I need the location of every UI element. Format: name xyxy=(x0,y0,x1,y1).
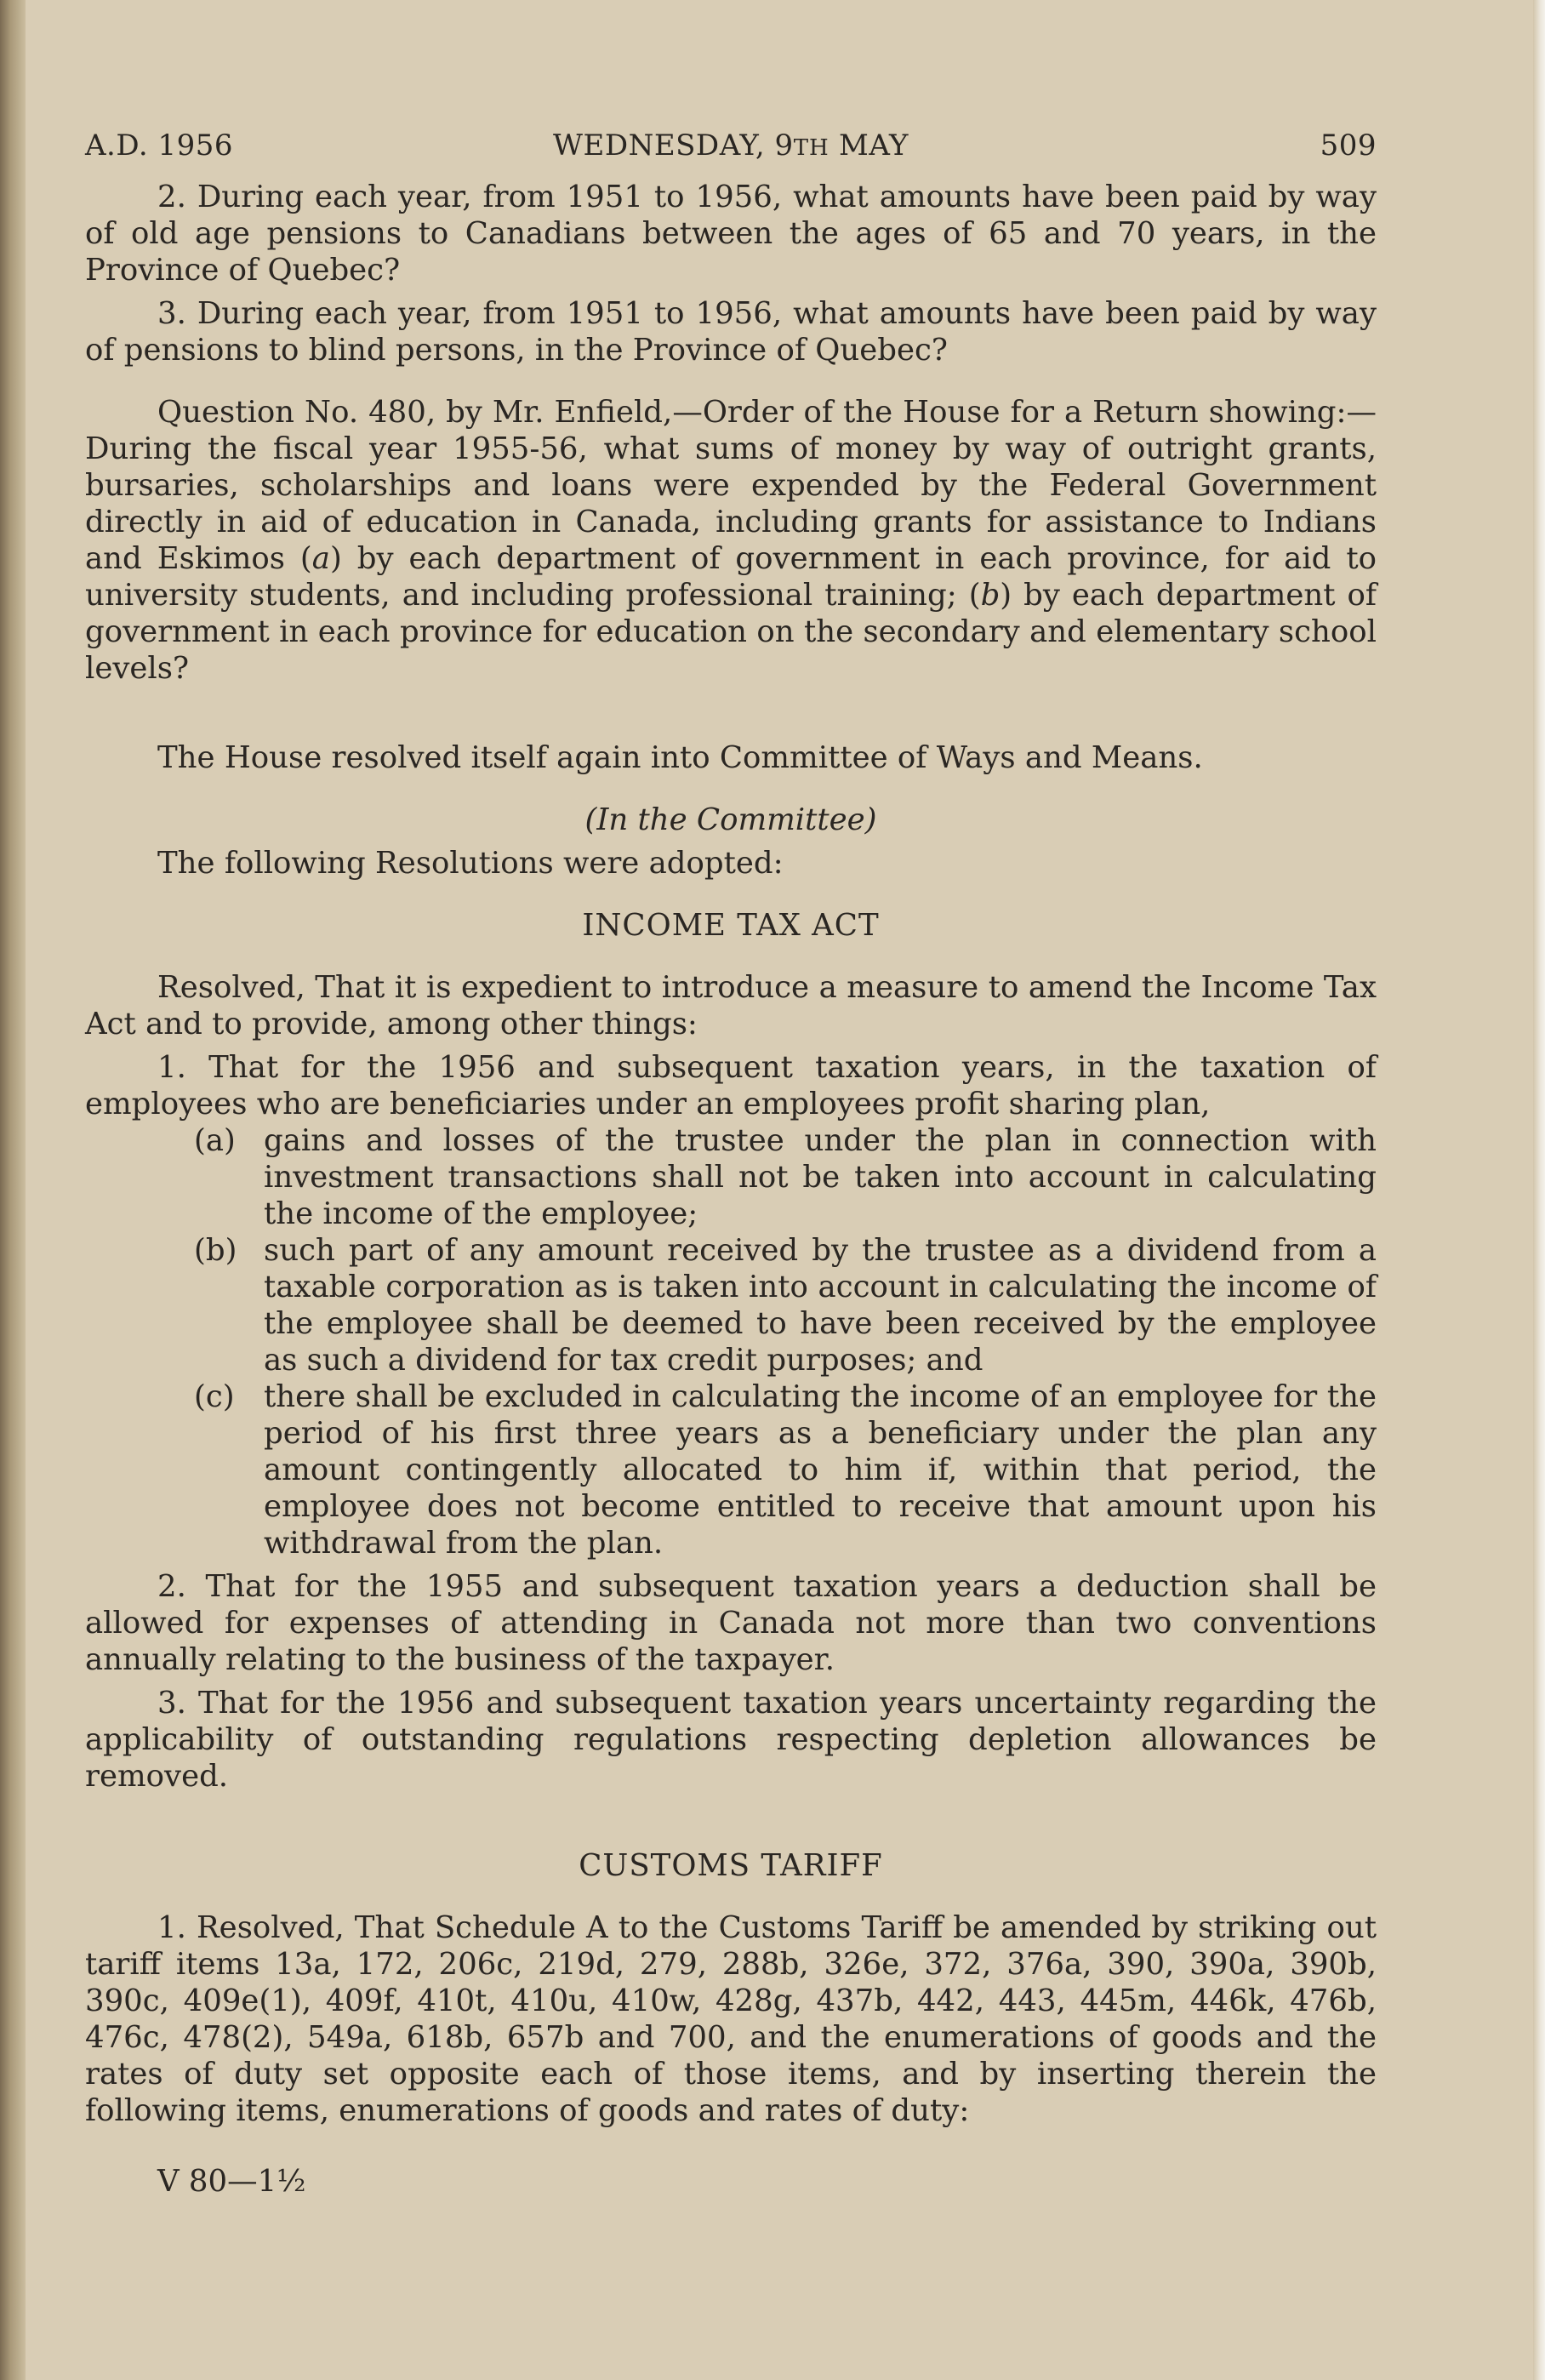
income-tax-heading: INCOME TAX ACT xyxy=(582,908,880,943)
page-edge xyxy=(1533,0,1545,2380)
page-number: 509 xyxy=(1320,128,1377,163)
customs-tariff-item-1: 1. Resolved, That Schedule A to the Customs Tariff be amended by striking out tariff items 13a, 172, 206c, 219d, 279, 288b, 326e, 372, 376a, 390, 390a, 390b, 390c, 409e(1), 409f, 410t, 410u, 410w, 428g, 437b, 442, 443, 445m, 446k, 476b, 476c, 478(2), 549a, 618b, 657b and 700, and the enumerations of goods and the rates of duty set opposite each of those items, and by inserting therein the following items, enumerations of goods and rates of duty: xyxy=(85,1910,1377,2128)
header-date: WEDNESDAY, 9TH MAY xyxy=(553,128,909,163)
income-tax-sub-a: (a) gains and losses of the trustee under the plan in connection with investment transactions shall not be taken into account in calculating the income of the employee; xyxy=(194,1123,1377,1231)
resolutions-adopted: The following Resolutions were adopted: xyxy=(157,846,784,881)
question-480: Question No. 480, by Mr. Enfield,—Order of the House for a Return showing:—During the fiscal year 1955-56, what sums of money by way of outright grants, bursaries, scholarships and loans were expended by the Federal Government directly in aid of education in Canada, including grants for assistance to Indians and Eskimos (a) by each department of government in each province, for aid to university students, and including professional training; (b) by each department of government in each province for education on the secondary and elementary school levels? xyxy=(85,395,1377,686)
question-3: 3. During each year, from 1951 to 1956, what amounts have been paid by way of pensions to blind persons, in the Province of Quebec? xyxy=(85,296,1377,368)
question-2: 2. During each year, from 1951 to 1956, what amounts have been paid by way of old age pensions to Canadians between the ages of 65 and 70 years, in the Province of Quebec? xyxy=(85,180,1377,288)
running-head xyxy=(85,128,1377,179)
income-tax-item-3: 3. That for the 1956 and subsequent taxation years uncertainty regarding the applicability of outstanding regulations respecting depletion allowances be removed. xyxy=(85,1686,1377,1794)
income-tax-sub-b: (b) such part of any amount received by the trustee as a dividend from a taxable corporation as is taken into account in calculating the income of the employee shall be deemed to have been received by the employee as such a dividend for tax credit purposes; and xyxy=(194,1233,1377,1378)
journal-page xyxy=(85,128,1377,2200)
income-tax-item-2: 2. That for the 1955 and subsequent taxation years a deduction shall be allowed for expenses of attending in Canada not more than two conventions annually relating to the business of the taxpayer. xyxy=(85,1569,1377,1677)
income-tax-item-1: 1. That for the 1956 and subsequent taxation years, in the taxation of employees who are beneficiaries under an employees profit sharing plan, xyxy=(85,1050,1377,1122)
book-spine-shadow xyxy=(0,0,26,2380)
customs-tariff-heading: CUSTOMS TARIFF xyxy=(579,1848,883,1883)
income-tax-intro: Resolved, That it is expedient to introduce a measure to amend the Income Tax Act and to provide, among other things: xyxy=(85,970,1377,1042)
in-committee-note: (In the Committee) xyxy=(584,802,877,837)
income-tax-sub-c: (c) there shall be excluded in calculating the income of an employee for the period of his first three years as a beneficiary under the plan any amount contingently allocated to him if, within that period, the employee does not become entitled to receive that amount upon his withdrawal from the plan. xyxy=(194,1379,1377,1561)
committee-resolution: The House resolved itself again into Committee of Ways and Means. xyxy=(157,740,1203,775)
header-year: A.D. 1956 xyxy=(85,128,234,163)
signature-mark: V 80—1½ xyxy=(157,2164,306,2199)
